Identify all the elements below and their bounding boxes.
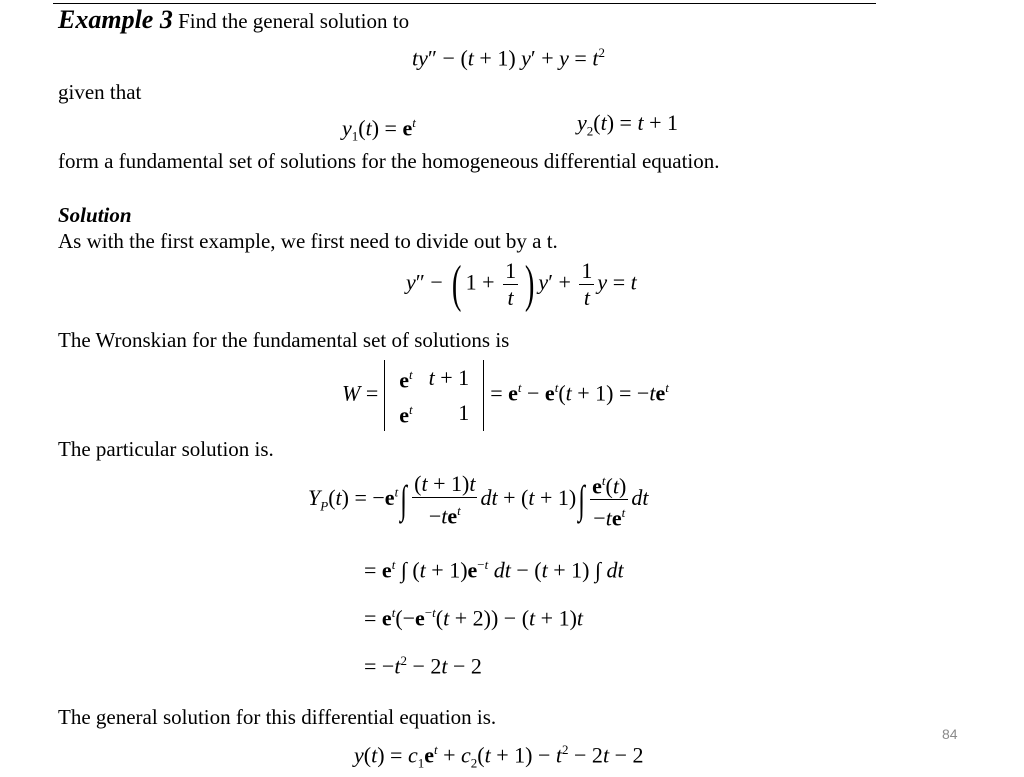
- solution-y2: $y_2(t) = t + 1$: [577, 110, 678, 139]
- particular-line-1: $Y_P(t) = -e^t\int$ $\frac{(t + 1)t}{-te^t}$ dt + (t + 1)∫ $\frac{e^t(t)}{-te^t}$ dt: [308, 468, 648, 532]
- particular-line-3: = $e^t(-e^{-t}(t + 2)) - (t + 1)t$: [364, 605, 584, 631]
- main-equation: ty″ − (t + 1) $y' + y = t^2$: [412, 45, 605, 71]
- wronskian-equation: W = $e^t$ t + 1 $e^t$ 1 = $e^t - e^t(t + 1) = -te^t$: [342, 360, 669, 431]
- solution-heading: Solution: [58, 203, 132, 227]
- particular-text: The particular solution is.: [58, 437, 274, 461]
- intro-text: Find the general solution to: [178, 9, 410, 33]
- top-rule: [53, 3, 876, 4]
- particular-line-2: = $e^t$ ∫ $(t + 1)e^{-t}$ dt − (t + 1) ∫ dt: [364, 557, 624, 583]
- wronskian-text: The Wronskian for the fundamental set of solutions is: [58, 328, 510, 352]
- solution-y1: $y_1(t) = e^t$: [342, 115, 416, 144]
- normalized-equation: y″ − ( 1 + $\frac{1}{t}$ ) y′ + $\frac{1}{t}$ y = t: [406, 255, 637, 313]
- page-number: 84: [942, 726, 958, 742]
- example-label: Example 3: [58, 5, 173, 34]
- general-text: The general solution for this differential equation is.: [58, 705, 497, 729]
- example-heading: [58, 5, 410, 34]
- particular-line-4: = $-t^2 - 2t - 2$: [364, 653, 482, 679]
- fundamental-text: form a fundamental set of solutions for the homogeneous differential equation.: [58, 149, 720, 173]
- given-text: given that: [58, 80, 142, 104]
- divide-text: As with the first example, we first need to divide out by a t.: [58, 229, 558, 253]
- general-solution: $y(t) = c_1e^t + c_2(t + 1) - t^2 - 2t - 2$: [354, 742, 644, 771]
